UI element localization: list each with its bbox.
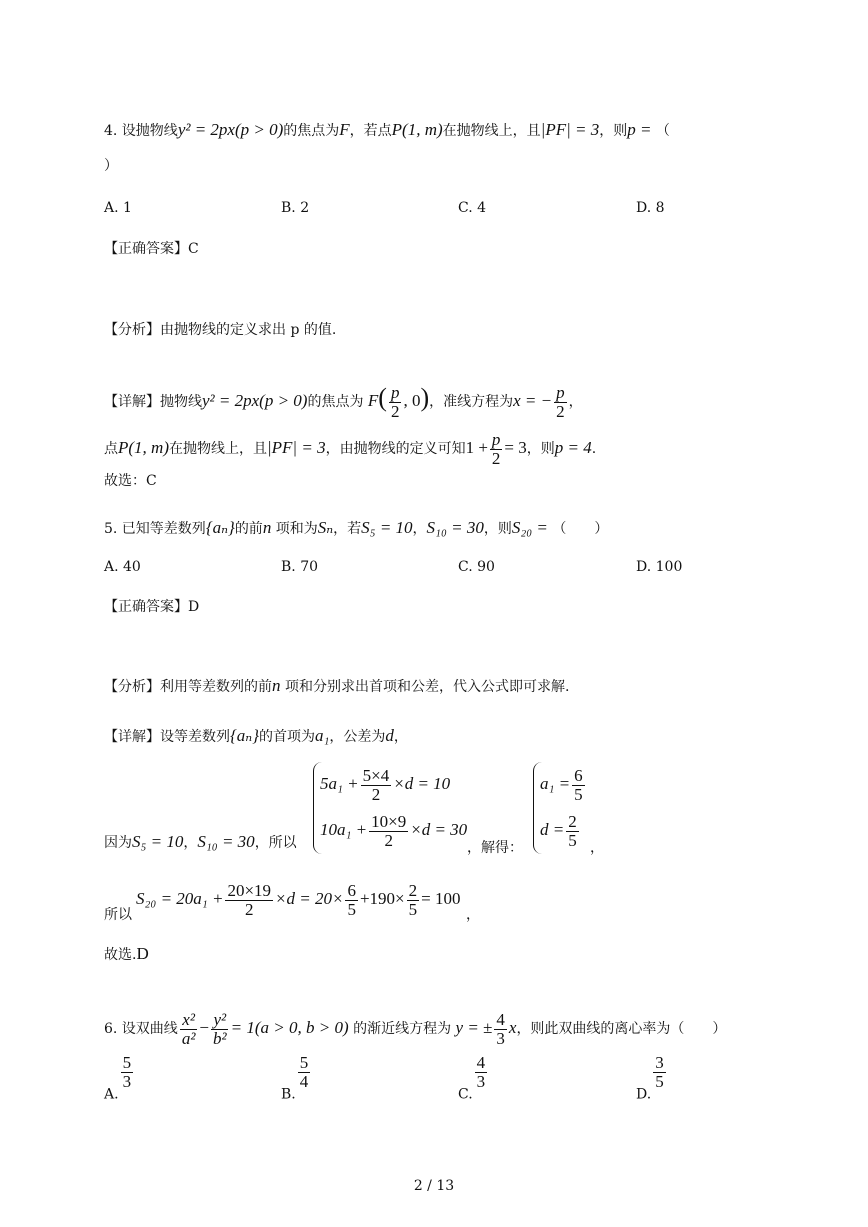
q4-detail-text-b: 的焦点为 xyxy=(307,394,364,410)
q5-s20-b: ×d = 20× xyxy=(275,889,344,908)
q4-line2-text-d: ，则 xyxy=(526,441,555,457)
q4-stem-text: 4. 设抛物线 xyxy=(104,123,178,139)
q4-option-a: A. 1 xyxy=(104,200,132,216)
q6-minus: − xyxy=(199,1018,210,1037)
q4-directrix-frac xyxy=(554,384,567,421)
q5-paren: （ ） xyxy=(552,521,609,537)
q4-paren-open: （ xyxy=(655,123,670,139)
q5-answer: 【正确答案】D xyxy=(104,599,200,615)
q5-stem-text-e: ，则 xyxy=(483,521,512,537)
q5-system-eq1 xyxy=(320,764,450,804)
q5-choose-text: 故选. xyxy=(104,947,137,963)
q4-stem-text-d: 在抛物线上，且 xyxy=(442,123,541,139)
q5-s20-num1: 20×19 xyxy=(227,880,272,900)
q6-option-d-frac xyxy=(653,1054,666,1091)
q5-stem-text: 5. 已知等差数列 xyxy=(104,521,206,537)
q5-sys2-den: 2 xyxy=(384,830,393,850)
q6-option-d-num: 3 xyxy=(655,1053,664,1072)
q4-line2-frac xyxy=(490,431,503,468)
q4-focus-frac xyxy=(389,384,402,421)
q4-detail-text-d: ， xyxy=(568,394,583,410)
q4-choose: 故选：C xyxy=(104,473,157,489)
q4-line2-text-e: . xyxy=(591,441,597,457)
q5-because-comma: ， xyxy=(183,835,198,851)
q5-sol1-den: 5 xyxy=(574,784,583,804)
q6-option-b-frac xyxy=(298,1054,311,1091)
q5-sys1-b: ×d = 10 xyxy=(393,774,451,793)
q5-detail-text: 【详解】设等差数列 xyxy=(104,729,230,745)
q4-focus-tail: , 0 xyxy=(403,391,421,410)
q5-s20-frac1 xyxy=(225,882,273,919)
q5-detail-text-c: ，公差为 xyxy=(329,729,386,745)
q6-option-c-den: 3 xyxy=(476,1072,486,1091)
q5-sol1-a: a₁ = xyxy=(540,774,571,793)
q4-pf-eq: |PF| = 3 xyxy=(540,120,600,139)
q4-parabola-eq: y² = 2px(p > 0) xyxy=(177,120,284,139)
q5-S10: S₁₀ = 30 xyxy=(426,518,484,537)
q5-so-text: 所以 xyxy=(104,907,132,923)
q5-because-S5: S₅ = 10 xyxy=(132,832,184,851)
q4-detail-eq: y² = 2px(p > 0) xyxy=(202,391,308,410)
q5-sol2-a: d = xyxy=(540,820,565,839)
q5-stem-text-d: ，若 xyxy=(333,521,362,537)
q5-option-c: C. 90 xyxy=(458,559,495,575)
q4-line2-P: P(1, m) xyxy=(118,438,169,457)
q5-choose xyxy=(104,944,149,965)
q4-directrix-num: p xyxy=(556,382,565,402)
q6-option-a-label: A. xyxy=(104,1086,119,1103)
q6-option-c-num: 4 xyxy=(476,1053,486,1072)
q5-solution-d xyxy=(540,810,581,850)
q5-s20-d: = 100 xyxy=(421,889,461,908)
q5-S5: S₅ = 10 xyxy=(361,518,413,537)
q6-hyperbola-rest: = 1(a > 0, b > 0) xyxy=(230,1018,349,1037)
q4-point-P: P(1, m) xyxy=(391,120,443,139)
q6-stem-text: 6. 设双曲线 xyxy=(104,1021,178,1037)
q6-asymptote-x: x xyxy=(508,1018,517,1037)
q6-frac-x xyxy=(180,1011,198,1048)
q6-option-a-frac xyxy=(121,1054,134,1091)
q6-option-b-den: 4 xyxy=(299,1072,309,1091)
q4-focus-den: 2 xyxy=(390,401,400,421)
q4-focus-F: F xyxy=(339,120,350,139)
q5-solve-text: ，解得： xyxy=(467,840,523,856)
q5-option-b: B. 70 xyxy=(281,559,319,575)
q5-s20-a: S₂₀ = 20a₁ + xyxy=(136,889,224,908)
q5-s20-den1: 2 xyxy=(244,899,254,919)
q4-focus-rparen: ) xyxy=(420,383,430,412)
q4-focus-num: p xyxy=(390,382,400,402)
q4-stem xyxy=(104,120,670,141)
q5-s20-den2: 5 xyxy=(347,899,356,919)
q6-option-d-den: 5 xyxy=(655,1072,664,1091)
q5-sol1-num: 6 xyxy=(574,765,583,785)
q4-line2-den: 2 xyxy=(491,448,501,468)
q6-num-x: x² xyxy=(182,1009,195,1029)
q6-option-b-num: 5 xyxy=(299,1053,309,1072)
q5-seq: {aₙ} xyxy=(205,518,235,537)
q5-because-S10: S₁₀ = 30 xyxy=(197,832,255,851)
q6-num-y: y² xyxy=(213,1009,227,1029)
q6-option-d xyxy=(636,1054,668,1103)
q5-so-comma: ， xyxy=(466,907,480,923)
q5-s20-den3: 5 xyxy=(408,899,418,919)
q4-directrix-den: 2 xyxy=(556,401,565,421)
q6-option-a-num: 5 xyxy=(122,1053,132,1072)
q4-answer: 【正确答案】C xyxy=(104,241,199,257)
q4-option-b: B. 2 xyxy=(281,200,310,216)
q5-d: d xyxy=(385,726,394,745)
q6-stem xyxy=(104,1008,726,1048)
q5-analysis-text-b: 项和分别求出首项和公差，代入公式即可求解. xyxy=(284,679,570,695)
q6-stem-text-b: 的渐近线方程为 xyxy=(353,1021,452,1037)
q5-s20-frac2 xyxy=(345,882,358,919)
q5-stem-text-b: 的前 xyxy=(234,521,263,537)
q6-asymptote-a: y = ± xyxy=(455,1018,493,1037)
q5-comma: ， xyxy=(412,521,427,537)
q5-analysis xyxy=(104,676,569,697)
q5-sol2-den: 5 xyxy=(568,830,577,850)
q4-line2-one: 1 + xyxy=(465,438,488,457)
q5-option-d: D. 100 xyxy=(636,559,683,575)
q6-option-a-den: 3 xyxy=(122,1072,132,1091)
page-number: 2 / 13 xyxy=(413,1178,455,1194)
q5-sys1-a: 5a₁ + xyxy=(320,774,359,793)
q4-line2-text: 点 xyxy=(104,441,118,457)
q4-line2-PF: |PF| = 3 xyxy=(266,438,326,457)
q4-focus-label: F xyxy=(367,391,379,410)
q6-option-a xyxy=(104,1054,135,1103)
q5-sys1-frac xyxy=(361,767,392,804)
q5-s20-frac3 xyxy=(407,882,420,919)
q5-sol2-frac xyxy=(566,813,579,850)
q4-stem-text-b: 的焦点为 xyxy=(283,123,340,139)
q6-option-c-frac xyxy=(475,1054,488,1091)
q5-detail-seq: {aₙ} xyxy=(230,726,259,745)
q4-line2-eq3: = 3 xyxy=(504,438,527,457)
q4-detail-text: 【详解】抛物线 xyxy=(104,394,202,410)
q5-system-eq2 xyxy=(320,810,467,850)
q6-frac-y xyxy=(211,1011,229,1048)
q5-analysis-n: n xyxy=(272,676,281,695)
q5-sys1-den: 2 xyxy=(371,784,381,804)
q5-detail-text-d: ， xyxy=(393,729,408,745)
q4-stem-text-c: ，若点 xyxy=(349,123,392,139)
q6-den-a: a² xyxy=(181,1028,196,1048)
q5-s20-c: +190× xyxy=(359,889,405,908)
q5-stem xyxy=(104,518,608,539)
q5-because-text-b: ，所以 xyxy=(254,835,297,851)
q5-s20-num3: 2 xyxy=(408,880,418,900)
q4-focus-lparen: ( xyxy=(378,383,387,412)
q4-line2-text-b: 在抛物线上，且 xyxy=(168,441,267,457)
q6-asymptote-num: 4 xyxy=(496,1009,505,1029)
q6-option-c-label: C. xyxy=(458,1086,473,1103)
q4-paren-close: ） xyxy=(104,158,118,174)
q5-solution-a1 xyxy=(540,764,587,804)
q4-detail-text-c: ，准线方程为 xyxy=(429,394,514,410)
q5-analysis-text: 【分析】利用等差数列的前 xyxy=(104,679,272,695)
q6-stem-text-c: ，则此双曲线的离心率为（ ） xyxy=(516,1021,727,1037)
q6-asymptote-frac xyxy=(494,1011,507,1048)
q4-analysis: 【分析】由抛物线的定义求出 p 的值. xyxy=(104,322,337,338)
q6-den-b: b² xyxy=(213,1028,227,1048)
q4-directrix-x: x = − xyxy=(513,391,553,410)
q4-line2-p: p = 4 xyxy=(554,438,592,457)
q6-option-c xyxy=(458,1054,489,1103)
q5-sol1-frac xyxy=(572,767,585,804)
q5-Sn: Sₙ xyxy=(317,518,334,537)
q5-detail xyxy=(104,726,408,747)
q5-because xyxy=(104,832,297,853)
q5-stem-text-c: 项和为 xyxy=(275,521,318,537)
q6-option-b xyxy=(281,1054,312,1103)
q5-sys2-a: 10a₁ + xyxy=(320,820,368,839)
q5-choose-letter: D xyxy=(136,944,149,963)
q5-s20-computation xyxy=(136,879,460,919)
q5-because-text: 因为 xyxy=(104,835,132,851)
q5-S20: S₂₀ = xyxy=(511,518,548,537)
q5-sys1-num: 5×4 xyxy=(362,765,390,785)
q5-option-a: A. 40 xyxy=(104,559,141,575)
q4-option-c: C. 4 xyxy=(458,200,487,216)
q5-sys2-b: ×d = 30 xyxy=(410,820,468,839)
q4-option-d: D. 8 xyxy=(636,200,665,216)
q5-detail-text-b: 的首项为 xyxy=(259,729,315,745)
q4-p-eq: p = xyxy=(627,120,652,139)
q6-option-d-label: D. xyxy=(636,1086,652,1103)
q5-sys2-frac xyxy=(369,813,408,850)
q5-a1: a₁ xyxy=(315,726,330,745)
q5-n: n xyxy=(262,518,272,537)
q4-detail-line2 xyxy=(104,428,596,468)
q4-line2-text-c: ，由抛物线的定义可知 xyxy=(325,441,466,457)
q5-s20-num2: 6 xyxy=(347,880,356,900)
q5-sys2-num: 10×9 xyxy=(371,811,407,831)
q4-line2-num: p xyxy=(491,429,501,449)
q5-sol2-num: 2 xyxy=(568,811,577,831)
q4-stem-text-e: ，则 xyxy=(599,123,628,139)
q4-detail-line1 xyxy=(104,378,583,421)
q6-asymptote-den: 3 xyxy=(496,1028,505,1048)
q5-solve-comma: ， xyxy=(590,840,604,856)
q6-option-b-label: B. xyxy=(281,1086,296,1103)
